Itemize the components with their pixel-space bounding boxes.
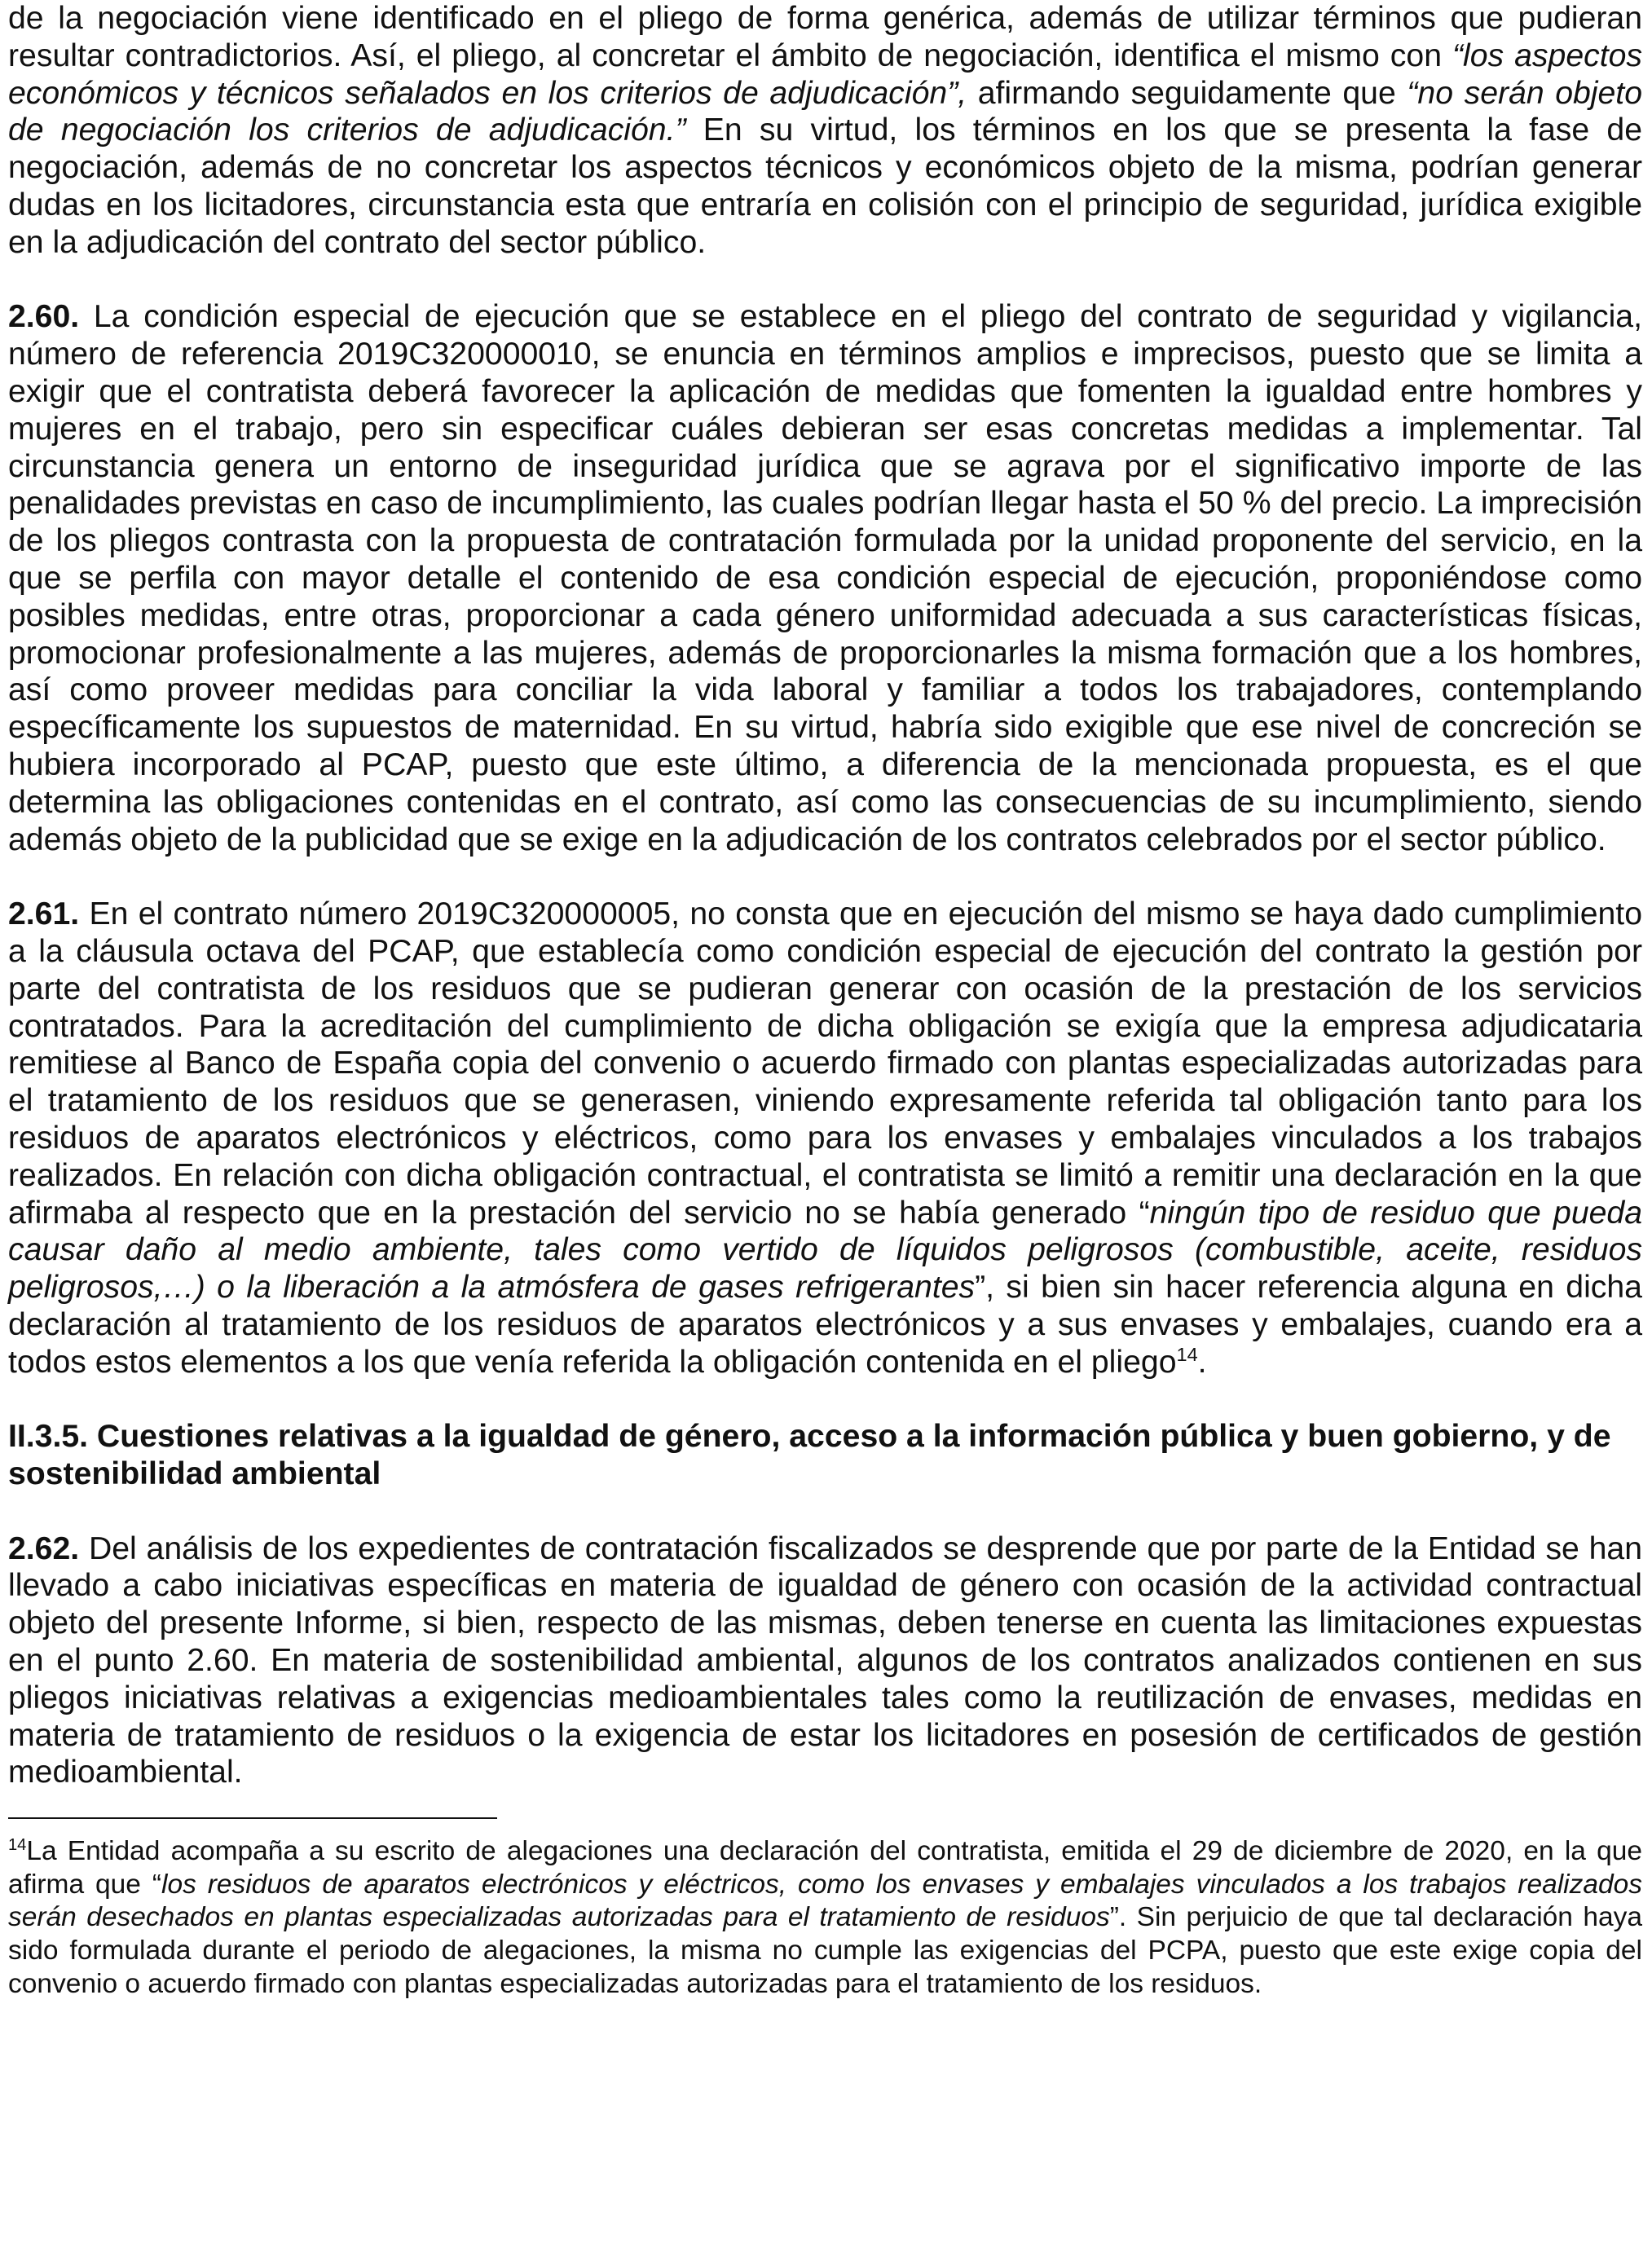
intro-text-3: En su virtud, los términos en los que se presenta la fase de negociación, además de no concretar los aspectos técnicos y económicos objeto de la misma, podrían generar dudas en los licitadores, circunstancia esta que entraría en colisión con el principio de seguridad, jurídica exigible en la adjudicación del contrato del sector público.: [8, 112, 1642, 260]
intro-quote-1: “los aspectos económicos y técnicos señalados en los criterios de adjudicación”,: [8, 37, 1642, 111]
paragraph-number: 2.61.: [8, 896, 80, 932]
intro-paragraph: [8, 0, 1642, 262]
paragraph-2-60: [8, 298, 1642, 858]
paragraph-spacer: [8, 858, 1642, 896]
footnote-number: 14: [8, 1836, 27, 1855]
footnote-14: [8, 1835, 1642, 2001]
paragraph-2-61: [8, 896, 1642, 1381]
footnote-reference[interactable]: 14: [1176, 1343, 1198, 1365]
paragraph-number: 2.62.: [8, 1530, 80, 1566]
footnote-separator: [8, 1817, 497, 1819]
section-heading: [8, 1418, 1642, 1493]
paragraph-text-1: En el contrato número 2019C320000005, no consta que en ejecución del mismo se haya dado cumplimiento a la cláusula octava del PCAP, que establecía como condición especial de ejecución del contrato la gestión por parte del contratista de los residuos que se pudieran generar con ocasión de la prestación de los servicios contratados. Para la acreditación del cumplimiento de dicha obligación se exigía que la empresa adjudicataria remitiese al Banco de España copia del convenio o acuerdo firmado con plantas especializadas autorizadas para el tratamiento de los residuos que se generasen, viniendo expresamente referida tal obligación tanto para los residuos de aparatos electrónicos y eléctricos, como para los envases y embalajes vinculados a los trabajos realizados. En relación con dicha obligación contractual, el contratista se limitó a remitir una declaración en la que afirmaba al respecto que en la prestación del servicio no se había generado “: [8, 896, 1642, 1231]
paragraph-text-2: ”, si bien sin hacer referencia alguna en dicha declaración al tratamiento de los residuos de aparatos electrónicos y a sus envases y embalajes, cuando era a todos estos elementos a los que venía referida la obligación contenida en el pliego: [8, 1270, 1642, 1380]
paragraph-quote: ningún tipo de residuo que pueda causar daño al medio ambiente, tales como vertido de líquidos peligrosos (combustible, aceite, residuos peligrosos,…) o la liberación a la atmósfera de gases refrigerantes: [8, 1195, 1642, 1306]
intro-quote-2: “no serán objeto de negociación los criterios de adjudicación.”: [8, 75, 1642, 148]
section-title: Cuestiones relativas a la igualdad de género, acceso a la información pública y buen gobierno, y de sostenibilidad ambiental: [8, 1419, 1611, 1492]
footnote-text-2: ”. Sin perjuicio de que tal declaración haya sido formulada durante el periodo de alegaciones, la misma no cumple las exigencias del PCPA, puesto que este exige copia del convenio o acuerdo firmado con plantas especializadas autorizadas para el tratamiento de los residuos.: [8, 1902, 1642, 1999]
paragraph-number: 2.60.: [8, 299, 80, 335]
paragraph-2-62: [8, 1530, 1642, 1792]
paragraph-text: Del análisis de los expedientes de contratación fiscalizados se desprende que por parte de la Entidad se han llevado a cabo iniciativas específicas en materia de igualdad de género con ocasión de la actividad contractual objeto del presente Informe, si bien, respecto de las mismas, deben tenerse en cuenta las limitaciones expuestas en el punto 2.60. En materia de sostenibilidad ambiental, algunos de los contratos analizados contienen en sus pliegos iniciativas relativas a exigencias medioambientales tales como la reutilización de envases, medidas en materia de tratamiento de residuos o la exigencia de estar los licitadores en posesión de certificados de gestión medioambiental.: [8, 1530, 1642, 1790]
paragraph-text: La condición especial de ejecución que se establece en el pliego del contrato de seguridad y vigilancia, número de referencia 2019C320000010, se enuncia en términos amplios e imprecisos, puesto que se limita a exigir que el contratista deberá favorecer la aplicación de medidas que fomenten la igualdad entre hombres y mujeres en el trabajo, pero sin especificar cuáles debieran ser esas concretas medidas a implementar. Tal circunstancia genera un entorno de inseguridad jurídica que se agrava por el significativo importe de las penalidades previstas en caso de incumplimiento, las cuales podrían llegar hasta el 50 % del precio. La imprecisión de los pliegos contrasta con la propuesta de contratación formulada por la unidad proponente del servicio, en la que se perfila con mayor detalle el contenido de esa condición especial de ejecución, proponiéndose como posibles medidas, entre otras, proporcionar a cada género uniformidad adecuada a sus características físicas, promocionar profesionalmente a las mujeres, además de proporcionarles la misma formación que a los hombres, así como proveer medidas para conciliar la vida laboral y familiar a todos los trabajadores, contemplando específicamente los supuestos de maternidad. En su virtud, habría sido exigible que ese nivel de concreción se hubiera incorporado al PCAP, puesto que este último, a diferencia de la mencionada propuesta, es el que determina las obligaciones contenidas en el contrato, así como las consecuencias de su incumplimiento, siendo además objeto de la publicidad que se exige en la adjudicación de los contratos celebrados por el sector público.: [8, 299, 1642, 857]
document-page: [8, 0, 1642, 2001]
paragraph-spacer: [8, 1381, 1642, 1418]
intro-text-1: de la negociación viene identificado en el pliego de forma genérica, además de utilizar términos que pudieran resultar contradictorios. Así, el pliego, al concretar el ámbito de negociación, identifica el mismo con: [8, 1, 1642, 73]
section-number: II.3.5.: [8, 1419, 89, 1455]
paragraph-spacer: [8, 262, 1642, 299]
footnote-quote: los residuos de aparatos electrónicos y eléctricos, como los envases y embalajes vinculados a los trabajos realizados serán desechados en plantas especializadas autorizadas para el tratamiento de residuos: [8, 1869, 1642, 1933]
footnote-text-1: La Entidad acompaña a su escrito de alegaciones una declaración del contratista, emitida el 29 de diciembre de 2020, en la que afirma que “: [8, 1836, 1642, 1900]
intro-text-2: afirmando seguidamente que: [967, 75, 1408, 111]
paragraph-text-3: .: [1197, 1344, 1207, 1380]
paragraph-spacer: [8, 1493, 1642, 1530]
